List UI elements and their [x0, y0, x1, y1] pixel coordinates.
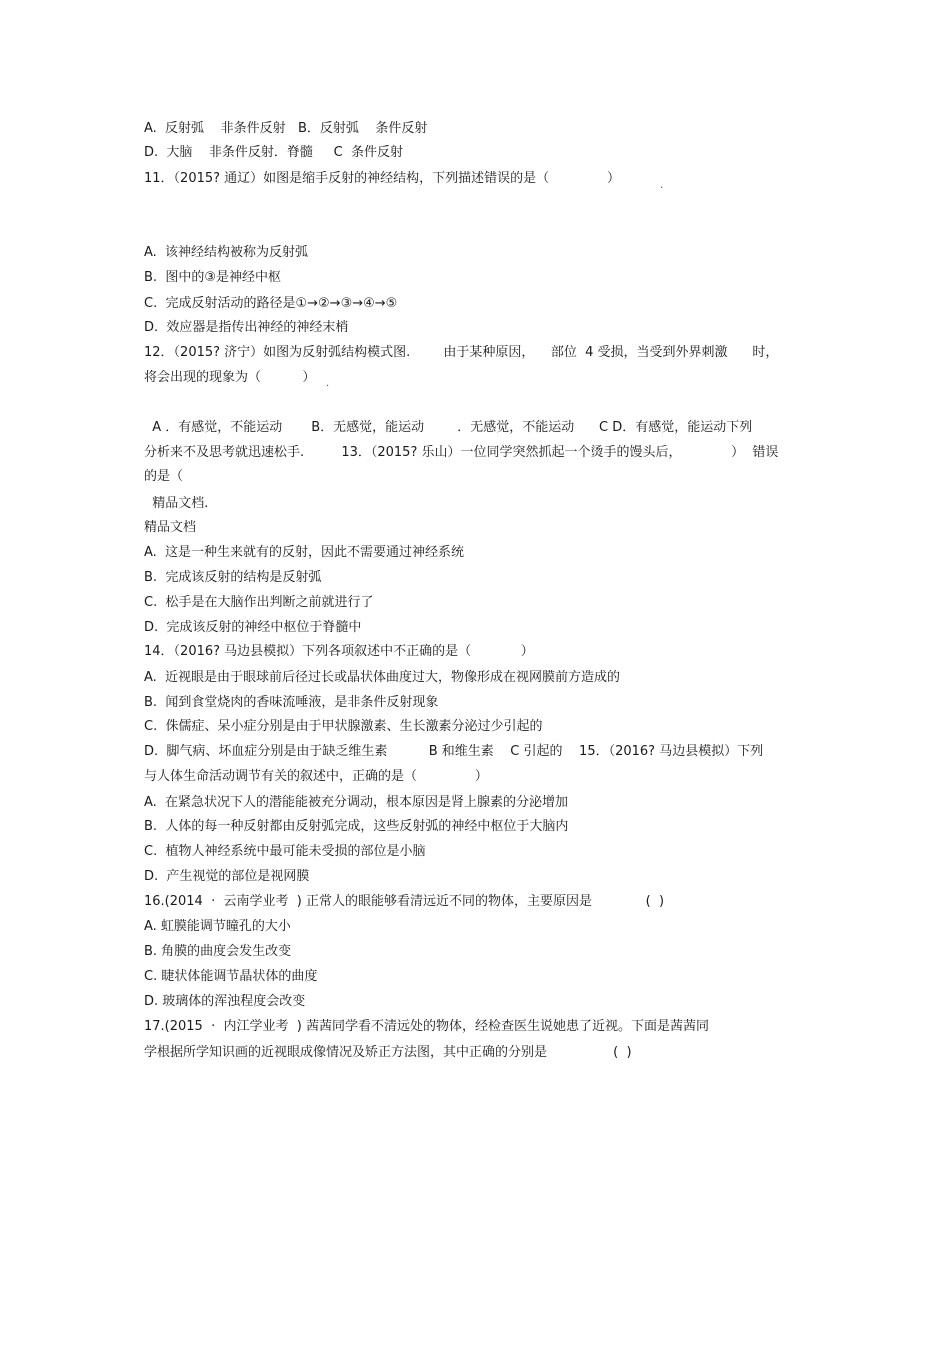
- text-line: 17.(2015 · 内江学业考 ) 茜茜同学看不清远处的物体，经检查医生说她患了近视。下面是茜茜同: [144, 1019, 709, 1034]
- text-line: 与人体生命活动调节有关的叙述中，正确的是（ ）: [144, 769, 488, 784]
- text-line: 16.(2014 · 云南学业考 ) 正常人的眼能够看清远近不同的物体，主要原因是 ( ): [144, 894, 665, 909]
- text-line: D. 大脑 非条件反射．脊髓 C 条件反射: [144, 145, 403, 160]
- text-line: 精品文档: [144, 520, 197, 535]
- text-line: A. 这是一种生来就有的反射，因此不需要通过神经系统: [144, 545, 465, 560]
- text-line: B. 完成该反射的结构是反射弧: [144, 570, 322, 585]
- text-line: C. 松手是在大脑作出判断之前就进行了: [144, 595, 374, 610]
- text-line: D. 产生视觉的部位是视网膜: [144, 869, 310, 884]
- text-line: 的是（: [144, 469, 184, 484]
- text-line: A. 反射弧 非条件反射 B．反射弧 条件反射: [144, 121, 428, 136]
- text-line: D. 脚气病、坏血症分别是由于缺乏维生素 B 和维生素 C 引起的 15．（2016? 马边县模拟）下列: [144, 744, 764, 759]
- text-line: B. 角膜的曲度会发生改变: [144, 944, 292, 959]
- text-line: 12．（2015? 济宁）如图为反射弧结构模式图. 由于某种原因， 部位 4 受损，当受到外界刺激 时，: [144, 345, 779, 360]
- stray-mark: .: [660, 180, 664, 191]
- stray-mark: .: [326, 378, 330, 389]
- text-line: A. 在紧急状况下人的潜能能被充分调动，根本原因是肾上腺素的分泌增加: [144, 795, 569, 810]
- text-line: 14．（2016? 马边县模拟）下列各项叙述中不正确的是（ ）: [144, 644, 534, 659]
- text-line: C. 睫状体能调节晶状体的曲度: [144, 969, 318, 984]
- text-line: A ．有感觉，不能运动 B．无感觉，能运动 ．无感觉，不能运动 C D．有感觉，能运动下列: [144, 420, 753, 435]
- text-line: C. 侏儒症、呆小症分别是由于甲状腺激素、生长激素分泌过少引起的: [144, 719, 543, 734]
- text-line: 将会出现的现象为（ ）: [144, 370, 316, 385]
- text-line: 分析来不及思考就迅速松手. 13．（2015? 乐山）一位同学突然抓起一个烫手的馒头后， ） 错误: [144, 445, 779, 460]
- text-line: A. 该神经结构被称为反射弧: [144, 245, 309, 260]
- text-line: D. 效应器是指传出神经的神经末梢: [144, 320, 349, 335]
- text-line: A. 近视眼是由于眼球前后径过长或晶状体曲度过大，物像形成在视网膜前方造成的: [144, 670, 621, 685]
- text-line: 11．（2015? 通辽）如图是缩手反射的神经结构，下列描述错误的是（ ）: [144, 171, 621, 186]
- text-line: D. 完成该反射的神经中枢位于脊髓中: [144, 620, 362, 635]
- text-line: B. 图中的③是神经中枢: [144, 270, 281, 285]
- text-line: B. 闻到食堂烧肉的香味流唾液，是非条件反射现象: [144, 695, 439, 710]
- text-line: A. 虹膜能调节瞳孔的大小: [144, 919, 291, 934]
- text-line: 精品文档.: [144, 496, 209, 511]
- text-line: D. 玻璃体的浑浊程度会改变: [144, 994, 306, 1009]
- text-line: B. 人体的每一种反射都由反射弧完成，这些反射弧的神经中枢位于大脑内: [144, 819, 569, 834]
- text-line: 学根据所学知识画的近视眼成像情况及矫正方法图，其中正确的分别是 ( ): [144, 1045, 632, 1060]
- text-line: C. 完成反射活动的路径是①→②→③→④→⑤: [144, 296, 398, 311]
- text-line: C. 植物人神经系统中最可能未受损的部位是小脑: [144, 844, 426, 859]
